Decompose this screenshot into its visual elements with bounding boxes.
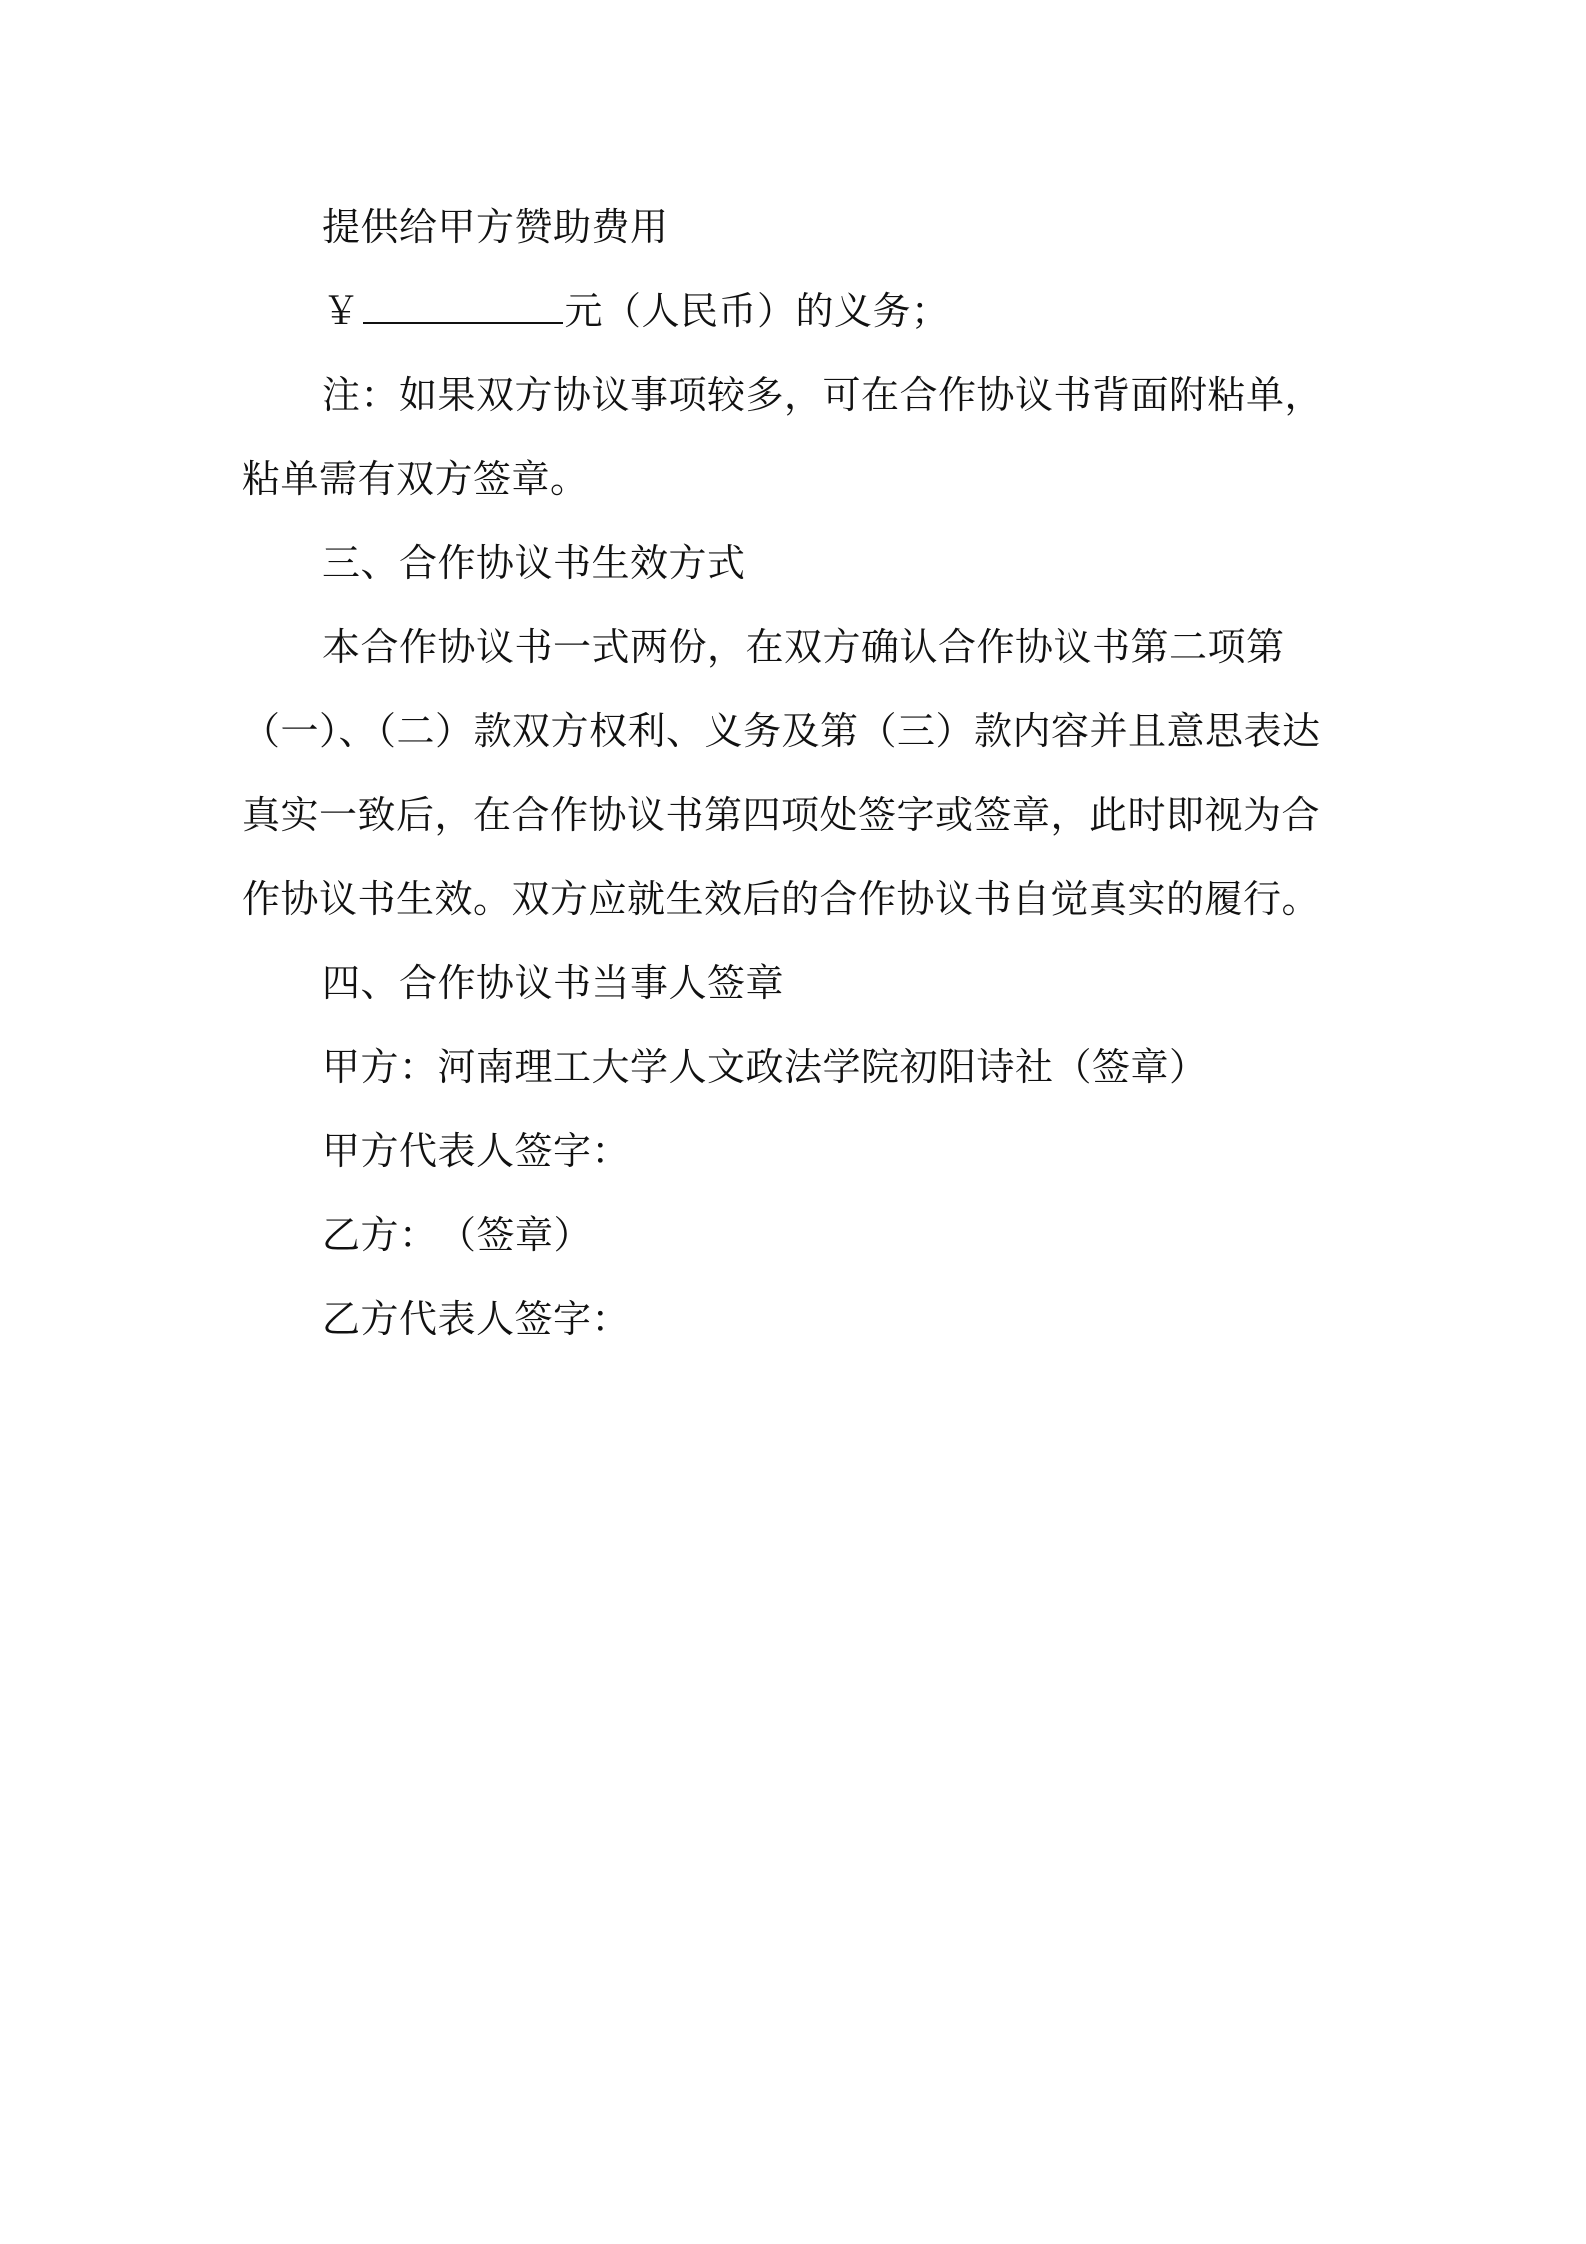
section-3-paragraph-line-4: 作协议书生效。双方应就生效后的合作协议书自觉真实的履行。	[242, 877, 1321, 921]
party-a-line: 甲方：河南理工大学人文政法学院初阳诗社（签章）	[322, 1045, 1208, 1089]
section-3-heading: 三、合作协议书生效方式	[322, 541, 746, 585]
note-line-1: 注：如果双方协议事项较多，可在合作协议书背面附粘单，	[322, 373, 1324, 417]
party-b-representative-line: 乙方代表人签字：	[322, 1297, 631, 1341]
section-4-heading: 四、合作协议书当事人签章	[322, 961, 785, 1005]
amount-suffix: 元（人民币）的义务；	[564, 289, 950, 333]
section-3-paragraph-line-2: （一）、（二）款双方权利、义务及第（三）款内容并且意思表达	[242, 709, 1321, 753]
party-a-representative-line: 甲方代表人签字：	[322, 1129, 631, 1173]
currency-symbol: ￥	[322, 289, 361, 333]
section-3-paragraph-line-3: 真实一致后，在合作协议书第四项处签字或签章，此时即视为合	[242, 793, 1321, 837]
note-line-2: 粘单需有双方签章。	[242, 457, 589, 501]
amount-blank	[363, 288, 563, 324]
amount-line	[322, 287, 950, 335]
party-b-line: 乙方： （签章）	[322, 1213, 593, 1257]
sponsor-fee-line: 提供给甲方赞助费用	[322, 205, 669, 249]
section-3-paragraph-line-1: 本合作协议书一式两份，在双方确认合作协议书第二项第	[322, 625, 1285, 669]
